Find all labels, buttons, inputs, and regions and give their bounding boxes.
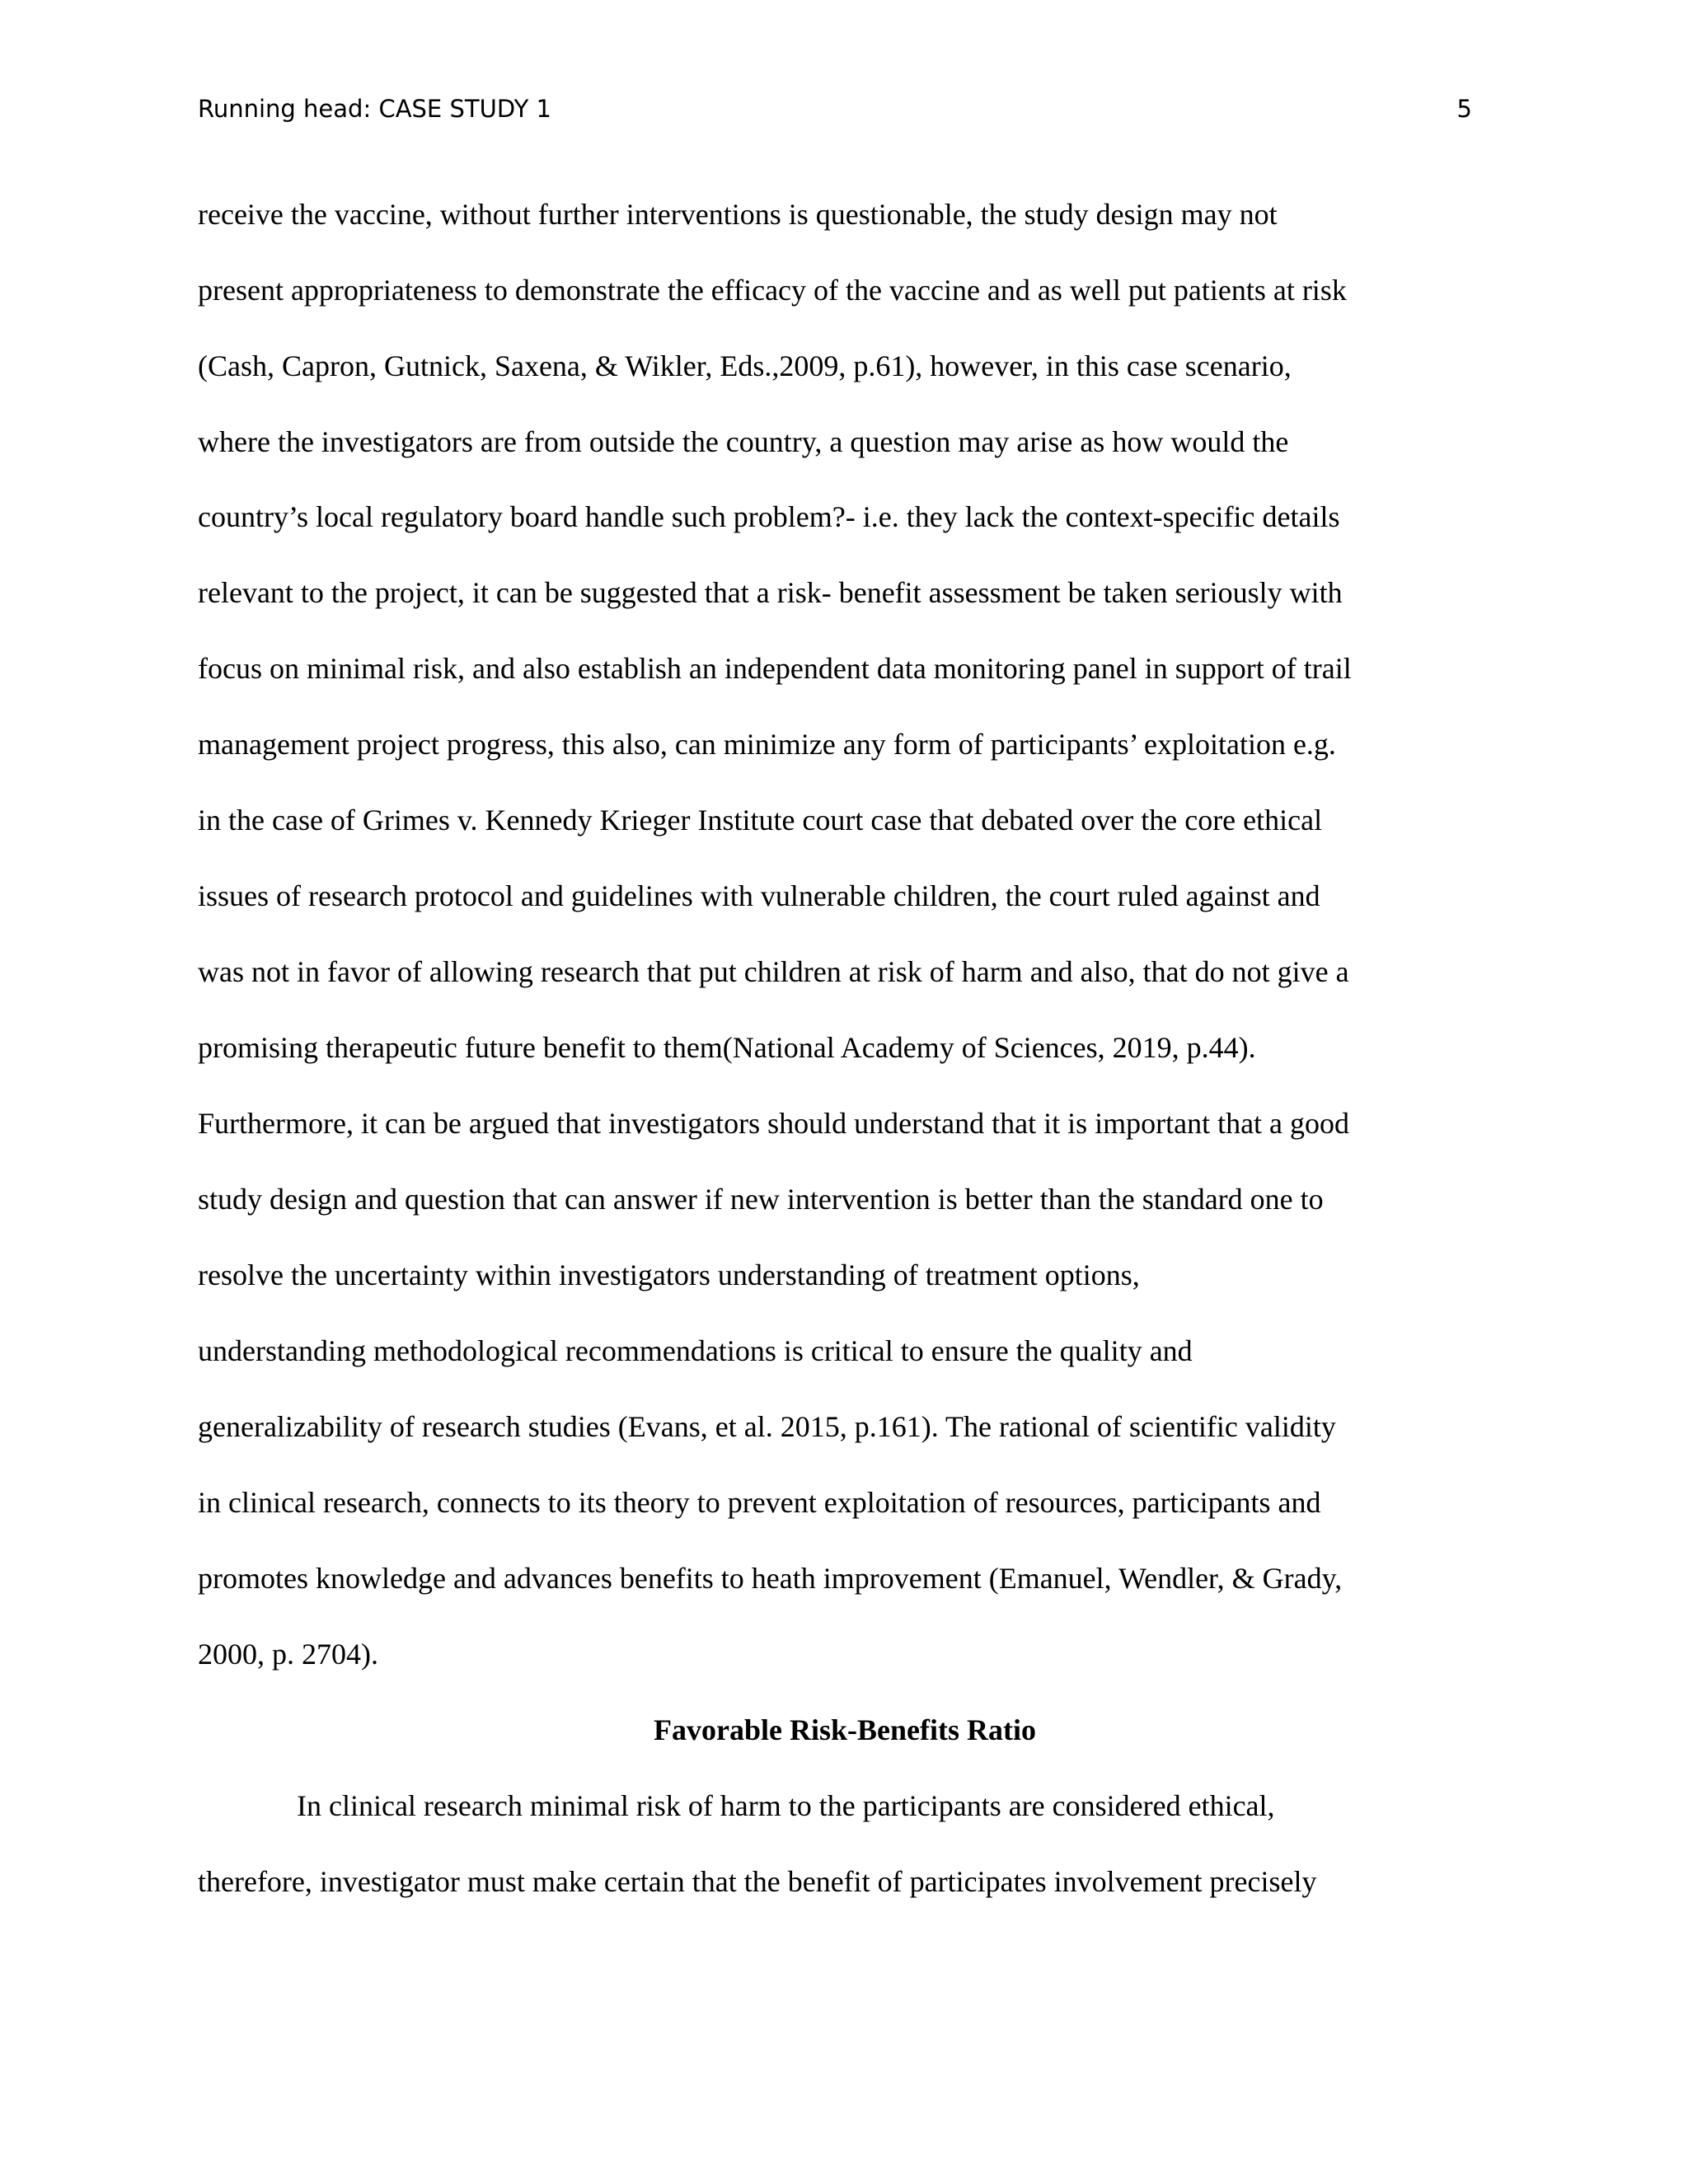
text-line: 2000, p. 2704). [198, 1638, 378, 1671]
text-line: generalizability of research studies (Evans, et al. 2015, p.161). The rational of scientific validity [198, 1410, 1336, 1443]
text-line: issues of research protocol and guidelines with vulnerable children, the court ruled against and [198, 879, 1320, 912]
text-line: study design and question that can answer if new intervention is better than the standard one to [198, 1183, 1324, 1216]
section-heading: Favorable Risk-Benefits Ratio [654, 1713, 1036, 1746]
text-line: In clinical research minimal risk of harm to the participants are considered ethical, [297, 1789, 1275, 1822]
text-line: in clinical research, connects to its theory to prevent exploitation of resources, participants and [198, 1486, 1321, 1519]
text-line: relevant to the project, it can be suggested that a risk- benefit assessment be taken seriously with [198, 576, 1343, 609]
running-head: Running head: CASE STUDY 1 [198, 95, 551, 123]
text-line: resolve the uncertainty within investigators understanding of treatment options, [198, 1258, 1140, 1291]
page-number: 5 [1456, 95, 1472, 123]
text-line: promising therapeutic future benefit to them(National Academy of Sciences, 2019, p.44). [198, 1031, 1256, 1064]
text-line: therefore, investigator must make certain that the benefit of participates involvement precisely [198, 1865, 1317, 1898]
text-line: promotes knowledge and advances benefits to heath improvement (Emanuel, Wendler, & Grady, [198, 1562, 1343, 1595]
text-line: understanding methodological recommendations is critical to ensure the quality and [198, 1334, 1193, 1367]
text-line: country’s local regulatory board handle such problem?- i.e. they lack the context-specific details [198, 500, 1340, 533]
text-line: management project progress, this also, can minimize any form of participants’ exploitation e.g. [198, 728, 1336, 761]
text-line: focus on minimal risk, and also establish an independent data monitoring panel in support of trail [198, 652, 1352, 685]
text-line: where the investigators are from outside the country, a question may arise as how would the [198, 425, 1289, 458]
text-line: Furthermore, it can be argued that investigators should understand that it is important that a good [198, 1107, 1350, 1140]
text-line: (Cash, Capron, Gutnick, Saxena, & Wikler, Eds.,2009, p.61), however, in this case scenario, [198, 349, 1292, 382]
text-line: in the case of Grimes v. Kennedy Krieger Institute court case that debated over the core ethical [198, 804, 1323, 837]
text-line: was not in favor of allowing research that put children at risk of harm and also, that do not give a [198, 955, 1349, 988]
text-line: present appropriateness to demonstrate the efficacy of the vaccine and as well put patients at risk [198, 274, 1347, 307]
text-line: receive the vaccine, without further interventions is questionable, the study design may not [198, 198, 1278, 231]
